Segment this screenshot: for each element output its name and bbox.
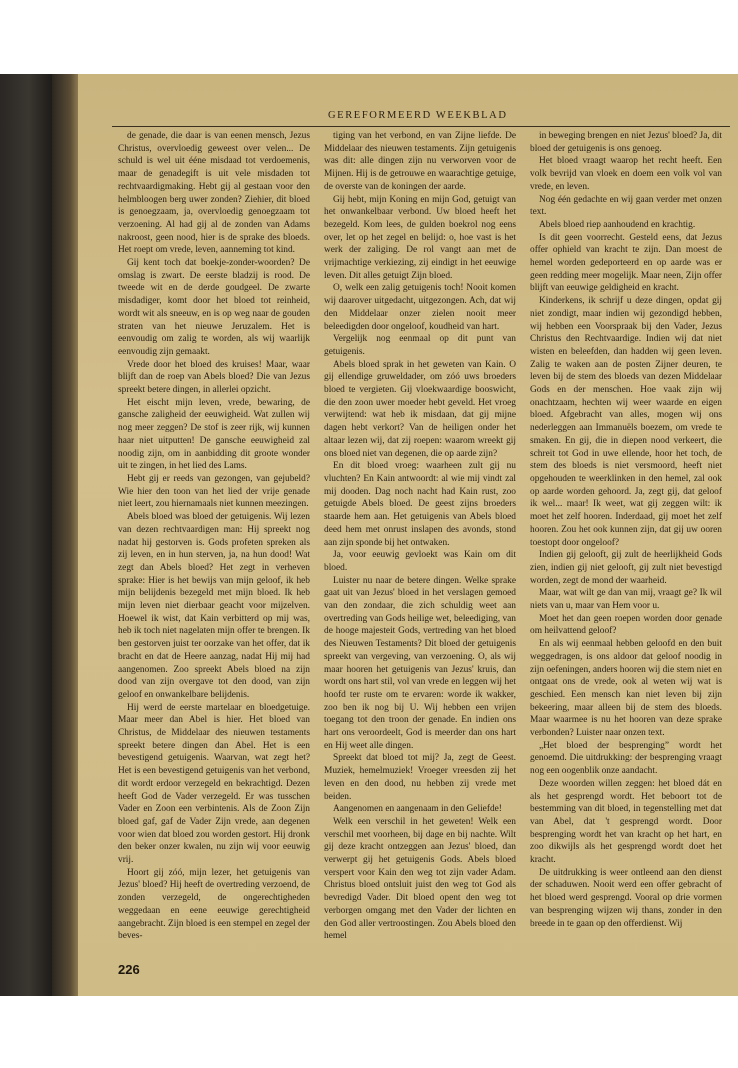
paragraph: tiging van het verbond, en van Zijne liefde. De Middelaar des nieuwen testaments. Zijn getuigenis was dit: alle dingen zijn nu verworven voor de Mijnen. Hij is de getrouwe en waarachtige getuige, de overste van de koningen der aarde. [324, 131, 516, 192]
paragraph: Abels bloed sprak in het geweten van Kain. O gij ellendige gruweldader, om zóó uws broeders bloed te vergieten. Gij vloekwaardige booswicht, die den zoon uwer moeder hebt geveld. Het vroeg verwijtend: wat heb ik misdaan, dat gij mijne dagen hebt verkort? Van de heiligen onder het altaar lezen wij, dat zij roepen: waarom wreekt gij ons bloed niet van degenen, die op aarde zijn? [324, 359, 516, 459]
paragraph: in beweging brengen en niet Jezus' bloed? Ja, dit bloed der getuigenis is ons genoeg. [530, 131, 722, 154]
paragraph: Hoort gij zóó, mijn lezer, het getuigenis van Jezus' bloed? Hij heeft de overtreding verzoend, de zonden verzegeld, de ongerechtigheden weggedaan en eene eeuwige gerechtigheid aangebracht. Zijn bloed is een stempel en zegel der beves- [118, 867, 310, 942]
paragraph: O, welk een zalig getuigenis toch! Nooit komen wij daarover uitgedacht, uitgezongen. Ach, dat wij den Middelaar onzer zielen nooit meer beleedigden door ongeloof, koudheid van hart. [324, 283, 516, 332]
book-binding [0, 74, 52, 996]
paragraph: Abels bloed was bloed der getuigenis. Wij lezen van dezen rechtvaardigen man: Hij spreekt nog nadat hij gestorven is. Gods profeten spreken als zij leven, en in hun sterven, ja, na hun dood! Wat zegt dan Abels bloed? Het zegt in verheven sprake: Hier is het bewijs van mijn geloof, ik heb mijn belijdenis bezegeld met mijn bloed. Ik heb mijn leven niet dierbaar geacht voor mijzelven. Hoewel ik wist, dat Kain verbitterd op mij was, heb ik toch niet nagelaten mijn offer te brengen. Ik ben gestorven juist ter oorzake van het offer, dat ik bracht en dat de Heere aanzag, nadat Hij mij had aangenomen. Zoo spreekt Abels bloed na zijn dood van zijn overgave tot den dood, van zijn geloof en onwankelbare belijdenis. [118, 512, 310, 700]
paragraph: Nog één gedachte en wij gaan verder met onzen text. [530, 194, 722, 218]
paragraph: Kinderkens, ik schrijf u deze dingen, opdat gij niet zondigt, maar indien wij gezondigd hebben, wij hebben een Voorspraak bij den Vader, Jezus Christus den Rechtvaardige. Indien wij dat niet wisten en beleefden, dan hadden wij geen leven. Zalig te waken aan de posten Zijner deuren, te leven bij de stem des bloeds van dezen Middelaar Gods en der menschen. Hoe vaak zijn wij onachtzaam, hechten wij weer waarde en eigen bloed. Afgebracht van alles, mogen wij ons nederleggen aan Immanuëls boezem, om vrede te smaken. En gij, die in diepen nood verkeert, die schreit tot God in uwe ellende, hoor het toch, de stem des bloeds is niet versmoord, heeft niet opgehouden te weerklinken in den hemel, zal ook op aarde worden gehoord. Ja, zegt gij, dat geloof ik wel... maar! Ik weet, wat gij zeggen wilt: ik moet het zelf hooren. Inderdaad, gij moet het zelf hooren. Zou het ook kunnen zijn, dat gij uw ooren toestopt door ongeloof? [530, 296, 722, 548]
paragraph: Hebt gij er reeds van gezongen, van gejubeld? Wie hier den toon van het lied der vrije genade niet leert, zou hiernamaals niet kunnen meezingen. [118, 473, 310, 510]
text-column-1 [118, 130, 310, 954]
paragraph: Deze woorden willen zeggen: het bloed dát en als het gesprengd wordt. Het beboort tot de bestemming van dit bloed, in tegenstelling met dat van Abel, dat 't gesprengd wordt. Door besprenging wordt het van kracht op het hart, en zoo dikwijls als het gesprengd wordt doet het kracht. [530, 778, 722, 866]
paragraph: Gij hebt, mijn Koning en mijn God, getuigt van het onwankelbaar verbond. Uw bloed heeft het bezegeld. Kom lees, de gulden boekrol nog eens over, let op het zegel en belijd: o, hoe vast is het werk der zaliging. De rol vangt aan met de vrijmachtige verkiezing, zij eindigt in het eeuwige leven. Dit alles getuigt Zijn bloed. [324, 194, 516, 281]
paragraph: Hij werd de eerste martelaar en bloedgetuige. Maar meer dan Abel is hier. Het bloed van Christus, de Middelaar des nieuwen testaments spreekt betere dingen dan Abel. Het is een bevestigend getuigenis. Waarvan, wat zegt het? Het is een bevestigend getuigenis van het verbond, dit wordt erdoor verzegeld en bekrachtigd. Dezen heeft God de Vader verzegeld. Er was tusschen Vader en Zoon een verbintenis. Als de Zoon Zijn bloed gaf, gaf de Vader Zijn vrede, aan degenen voor wien dat bloed zou worden gestort. Hij dronk den beker onzer kwalen, nu zijn wij voor eeuwig vrij. [118, 702, 310, 866]
paragraph: Aangenomen en aangenaam in den Geliefde! [333, 804, 502, 815]
page-gutter [52, 74, 78, 996]
text-column-3 [530, 130, 722, 954]
paragraph: Indien gij gelooft, gij zult de heerlijkheid Gods zien, indien gij niet gelooft, gij zult niet bevestigd worden, zegt de mond der waarheid. [530, 550, 722, 586]
paragraph: Ja, voor eeuwig gevloekt was Kain om dit bloed. [324, 550, 516, 573]
running-header: GEREFORMEERD WEEKBLAD [328, 110, 508, 121]
page-number: 226 [118, 962, 140, 977]
paragraph: De uitdrukking is weer ontleend aan den dienst der schaduwen. Nooit werd een offer gebracht of het bloed werd gesprengd. Vooral op drie vormen van besprenging wijzen wij thans, zonder in den breede in te gaan op den offerdienst. Wij [530, 867, 722, 929]
paragraph: de genade, die daar is van eenen mensch, Jezus Christus, overvloedig geweest over velen... De schuld is wel uit ééne misdaad tot verdoemenis, maar de genadegift is uit vele misdaden tot rechtvaardigmaking. Hebt gij al gestaan voor den helmbloogen berg uwer zonden? Ziehier, dit bloed is genoegzaam, ja, overvloedig genoegzaam tot verzoening. Al had gij al de zonden van Adams nakroost, geen nood, hier is de sprake des bloeds. Het roept om vrede, leven, aanneming tot kind. [118, 131, 310, 256]
paragraph: Spreekt dat bloed tot mij? Ja, zegt de Geest. Muziek, hemelmuziek! Vroeger vreesden zij het leven en den dood, nu hebben zij vrede met beiden. [324, 753, 516, 802]
paragraph: Maar, wat wilt ge dan van mij, vraagt ge? Ik wil niets van u, maar van Hem voor u. [530, 588, 722, 612]
paragraph: Het bloed vraagt waarop het recht heeft. Een volk bevrijd van vloek en doem een volk vol van vrede, en leven. [530, 156, 722, 192]
paragraph: Is dit geen voorrecht. Gesteld eens, dat Jezus offer ophield van kracht te zijn. Dan moest de hemel worden gedeporteerd en op aarde was er geen redding meer mogelijk. Maar neen, Zijn offer blijft van eeuwige geldigheid en kracht. [530, 232, 722, 294]
paragraph: Moet het dan geen roepen worden door genade om heilvattend geloof? [530, 613, 722, 637]
paper-page [78, 74, 738, 996]
header-rule [112, 126, 730, 127]
paragraph: Vergelijk nog eenmaal op dit punt van getuigenis. [324, 334, 516, 357]
paragraph: „Het bloed der besprenging” wordt het genoemd. Die uitdrukking: der besprenging vraagt nog een oogenblik onze aandacht. [530, 740, 722, 777]
text-column-2 [324, 130, 516, 954]
paragraph: Gij kent toch dat boekje-zonder-woorden? De omslag is zwart. De eerste bladzij is rood. De tweede wit en de derde goudgeel. De zwarte misdadiger, komt door het bloed tot reinheid, wordt wit als sneeuw, en is op weg naar de gouden straten van het nieuwe Jeruzalem. Het is eenvoudig om zalig te worden, als wij waarlijk eenvoudig zijn gemaakt. [118, 258, 310, 357]
paragraph: En als wij eenmaal hebben geloofd en den buit weggedragen, is ons aldoor dat geloof noodig in zijn oefeningen, anders hooren wij die stem niet en ontgaat ons de vrede, ook al weten wij wat is geschied. Een mensch kan niet leven bij zijn bekeering, maar alleen bij de stem des bloeds. Maar waarmee is nu het hooren van deze sprake verbonden? Luister naar onzen text. [530, 639, 722, 739]
scanned-page [0, 74, 738, 996]
paragraph: Abels bloed riep aanhoudend en krachtig. [539, 219, 696, 230]
paragraph: Welk een verschil in het geweten! Welk een verschil met voorheen, bij dage en bij nachte. Wilt gij deze kracht ontzeggen aan Jezus' bloed, dan verwerpt gij het getuigenis Gods. Abels bloed verspert voor Kain den weg tot zijn vader Adam. Christus bloed ontsluit juist den weg tot God als bevredigd Vader. Dit bloed opent den weg tot verborgen omgang met den Vader der lichten en den God aller vertroostingen. Zou Abels bloed den hemel [324, 816, 516, 942]
paragraph: En dit bloed vroeg: waarheen zult gij nu vluchten? En Kain antwoordt: al wie mij vindt zal mij dooden. Dag noch nacht had Kain rust, zoo getuigde Abels bloed. De geest zijns broeders staarde hem aan. Het getuigenis van Abels bloed deed hem met onrust inslapen des avonds, stond aan zijn sponde bij het ontwaken. [324, 461, 516, 548]
paragraph: Vrede door het bloed des kruises! Maar, waar blijft dan de roep van Abels bloed? Die van Jezus spreekt betere dingen, in allerlei opzicht. [118, 359, 310, 396]
paragraph: Luister nu naar de betere dingen. Welke sprake gaat uit van Jezus' bloed in het verslagen gemoed van den zondaar, die zich schuldig weet aan overtreding van Gods heilige wet, beleediging, van de hooge majesteit Gods, vertreding van het bloed des Nieuwen Testaments? Dit bloed der getuigenis spreekt van vergeving, van verzoening. O, als wij maar hooren het getuigenis van Jezus' kruis, dan wordt ons hart stil, vol van vrede en leggen wij het hoofd ter ruste om te ervaren: worde ik wakker, zoo ben ik nog bij U. Wij hebben een vrijen toegang tot den troon der genade. En indien ons hart ons veroordeelt, God is meerder dan ons hart en Hij weet alle dingen. [324, 575, 516, 751]
paragraph: Het eischt mijn leven, vrede, bewaring, de gansche zaligheid der eeuwigheid. Wat zullen wij nog meer zeggen? De stof is zeer rijk, wij kunnen haar niet uitputten! De gansche eeuwigheid zal noodig zijn, om in aanbidding dit groote wonder uit te zingen, in het lied des Lams. [118, 397, 310, 472]
